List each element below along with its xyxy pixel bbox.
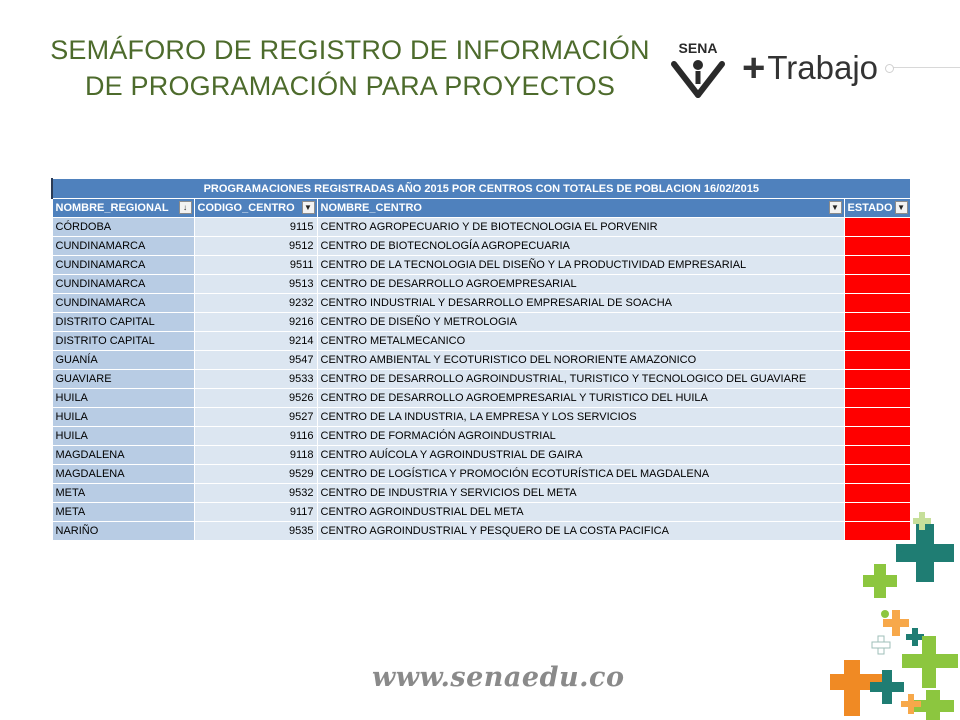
cell-centro[interactable]: CENTRO AGROINDUSTRIAL Y PESQUERO DE LA COSTA PACIFICA — [317, 522, 844, 541]
cell-centro[interactable]: CENTRO AGROINDUSTRIAL DEL META — [317, 503, 844, 522]
cell-codigo[interactable]: 9535 — [194, 522, 317, 541]
cell-regional[interactable]: GUAVIARE — [52, 370, 194, 389]
cell-estado-status[interactable] — [844, 275, 910, 294]
dot-teal-icon — [896, 544, 904, 552]
cell-centro[interactable]: CENTRO DE FORMACIÓN AGROINDUSTRIAL — [317, 427, 844, 446]
dot-green-icon — [881, 610, 889, 618]
cell-regional[interactable]: CÓRDOBA — [52, 218, 194, 237]
programaciones-table — [51, 178, 909, 541]
table-row — [52, 351, 910, 370]
cross-teal-large-icon — [896, 524, 954, 582]
cell-codigo[interactable]: 9527 — [194, 408, 317, 427]
cell-estado-status[interactable] — [844, 389, 910, 408]
table-row — [52, 218, 910, 237]
cell-regional[interactable]: HUILA — [52, 389, 194, 408]
cell-estado-status[interactable] — [844, 465, 910, 484]
cell-regional[interactable]: DISTRITO CAPITAL — [52, 332, 194, 351]
cell-centro[interactable]: CENTRO AGROPECUARIO Y DE BIOTECNOLOGIA EL PORVENIR — [317, 218, 844, 237]
table-row — [52, 484, 910, 503]
column-header-label: ESTADO — [847, 202, 893, 214]
cell-regional[interactable]: META — [52, 484, 194, 503]
table-row — [52, 446, 910, 465]
cell-regional[interactable]: MAGDALENA — [52, 446, 194, 465]
cross-green-bottom-icon — [902, 636, 958, 688]
cell-regional[interactable]: DISTRITO CAPITAL — [52, 313, 194, 332]
cell-regional[interactable]: GUANÍA — [52, 351, 194, 370]
cell-centro[interactable]: CENTRO DE LOGÍSTICA Y PROMOCIÓN ECOTURÍSTICA DEL MAGDALENA — [317, 465, 844, 484]
cell-estado-status[interactable] — [844, 332, 910, 351]
website-url: www.senaedu.co — [372, 662, 625, 693]
cell-regional[interactable]: MAGDALENA — [52, 465, 194, 484]
cell-codigo[interactable]: 9117 — [194, 503, 317, 522]
cross-green-icon — [863, 564, 897, 598]
table-row — [52, 256, 910, 275]
cell-codigo[interactable]: 9216 — [194, 313, 317, 332]
cell-estado-status[interactable] — [844, 237, 910, 256]
cell-estado-status[interactable] — [844, 351, 910, 370]
cell-regional[interactable]: CUNDINAMARCA — [52, 275, 194, 294]
cell-estado-status[interactable] — [844, 484, 910, 503]
cell-regional[interactable]: HUILA — [52, 427, 194, 446]
cell-centro[interactable]: CENTRO DE INDUSTRIA Y SERVICIOS DEL META — [317, 484, 844, 503]
cell-regional[interactable]: CUNDINAMARCA — [52, 294, 194, 313]
column-header-label: CODIGO_CENTRO — [197, 202, 295, 214]
brand-word: Trabajo — [767, 49, 879, 86]
cell-codigo[interactable]: 9547 — [194, 351, 317, 370]
cell-codigo[interactable]: 9532 — [194, 484, 317, 503]
table-row — [52, 332, 910, 351]
column-header-label: NOMBRE_CENTRO — [320, 202, 422, 214]
cell-regional[interactable]: META — [52, 503, 194, 522]
table-row — [52, 522, 910, 541]
column-header-label: NOMBRE_REGIONAL — [55, 202, 169, 214]
decorative-crosses — [830, 510, 960, 720]
table-row — [52, 389, 910, 408]
cross-outline-icon — [872, 636, 890, 654]
table-row — [52, 408, 910, 427]
cell-regional[interactable]: CUNDINAMARCA — [52, 237, 194, 256]
table-row — [52, 294, 910, 313]
table-caption: PROGRAMACIONES REGISTRADAS AÑO 2015 POR CENTROS CON TOTALES DE POBLACION 16/02/2015 — [52, 179, 910, 199]
dropdown-arrow-icon[interactable]: ▼ — [302, 201, 315, 214]
cell-codigo[interactable]: 9511 — [194, 256, 317, 275]
cell-centro[interactable]: CENTRO METALMECANICO — [317, 332, 844, 351]
cell-codigo[interactable]: 9526 — [194, 389, 317, 408]
cell-regional[interactable]: CUNDINAMARCA — [52, 256, 194, 275]
cell-estado-status[interactable] — [844, 218, 910, 237]
cell-estado-status[interactable] — [844, 427, 910, 446]
cell-estado-status[interactable] — [844, 446, 910, 465]
cell-centro[interactable]: CENTRO DE BIOTECNOLOGÍA AGROPECUARIA — [317, 237, 844, 256]
dropdown-arrow-icon[interactable]: ▼ — [829, 201, 842, 214]
cell-centro[interactable]: CENTRO DE DESARROLLO AGROINDUSTRIAL, TURISTICO Y TECNOLOGICO DEL GUAVIARE — [317, 370, 844, 389]
cell-centro[interactable]: CENTRO AMBIENTAL Y ECOTURISTICO DEL NORORIENTE AMAZONICO — [317, 351, 844, 370]
cell-codigo[interactable]: 9232 — [194, 294, 317, 313]
cell-centro[interactable]: CENTRO DE DESARROLLO AGROEMPRESARIAL Y TURISTICO DEL HUILA — [317, 389, 844, 408]
cell-estado-status[interactable] — [844, 313, 910, 332]
title-line-1: SEMÁFORO DE REGISTRO DE INFORMACIÓN — [50, 35, 650, 65]
cell-estado-status[interactable] — [844, 370, 910, 389]
cell-centro[interactable]: CENTRO DE DESARROLLO AGROEMPRESARIAL — [317, 275, 844, 294]
title-line-2: DE PROGRAMACIÓN PARA PROYECTOS — [84, 71, 616, 101]
cell-centro[interactable]: CENTRO DE LA INDUSTRIA, LA EMPRESA Y LOS SERVICIOS — [317, 408, 844, 427]
cell-estado-status[interactable] — [844, 408, 910, 427]
cell-codigo[interactable]: 9214 — [194, 332, 317, 351]
cell-codigo[interactable]: 9512 — [194, 237, 317, 256]
table-row — [52, 465, 910, 484]
decorative-ring — [885, 64, 894, 73]
cell-estado-status[interactable] — [844, 294, 910, 313]
sena-logo-text: SENA — [678, 40, 718, 56]
column-header-regional[interactable] — [52, 199, 194, 218]
cell-regional[interactable]: HUILA — [52, 408, 194, 427]
cell-codigo[interactable]: 9529 — [194, 465, 317, 484]
cell-centro[interactable]: CENTRO DE LA TECNOLOGIA DEL DISEÑO Y LA PRODUCTIVIDAD EMPRESARIAL — [317, 256, 844, 275]
cell-regional[interactable]: NARIÑO — [52, 522, 194, 541]
table-row — [52, 370, 910, 389]
cell-codigo[interactable]: 9118 — [194, 446, 317, 465]
cell-codigo[interactable]: 9115 — [194, 218, 317, 237]
table-row — [52, 313, 910, 332]
cell-codigo[interactable]: 9116 — [194, 427, 317, 446]
decorative-line — [888, 67, 960, 68]
cell-codigo[interactable]: 9513 — [194, 275, 317, 294]
slide-title — [40, 32, 660, 104]
column-header-estado[interactable] — [844, 199, 910, 218]
sena-logo — [664, 40, 732, 102]
column-header-codigo[interactable] — [194, 199, 317, 218]
cell-estado-status[interactable] — [844, 256, 910, 275]
table-row — [52, 275, 910, 294]
cell-centro[interactable]: CENTRO INDUSTRIAL Y DESARROLLO EMPRESARIAL DE SOACHA — [317, 294, 844, 313]
cross-teal-small-icon — [906, 628, 924, 646]
mas-trabajo-brand — [742, 48, 878, 88]
column-header-centro[interactable] — [317, 199, 844, 218]
cell-centro[interactable]: CENTRO AUÍCOLA Y AGROINDUSTRIAL DE GAIRA — [317, 446, 844, 465]
plus-icon: + — [742, 46, 766, 90]
table-row — [52, 427, 910, 446]
table-row — [52, 237, 910, 256]
cell-codigo[interactable]: 9533 — [194, 370, 317, 389]
active-filter-icon[interactable]: ▼ — [895, 201, 908, 214]
sort-filter-icon[interactable]: ↓ — [179, 201, 192, 214]
cell-centro[interactable]: CENTRO DE DISEÑO Y METROLOGIA — [317, 313, 844, 332]
table-row — [52, 503, 910, 522]
table-body — [52, 218, 910, 541]
